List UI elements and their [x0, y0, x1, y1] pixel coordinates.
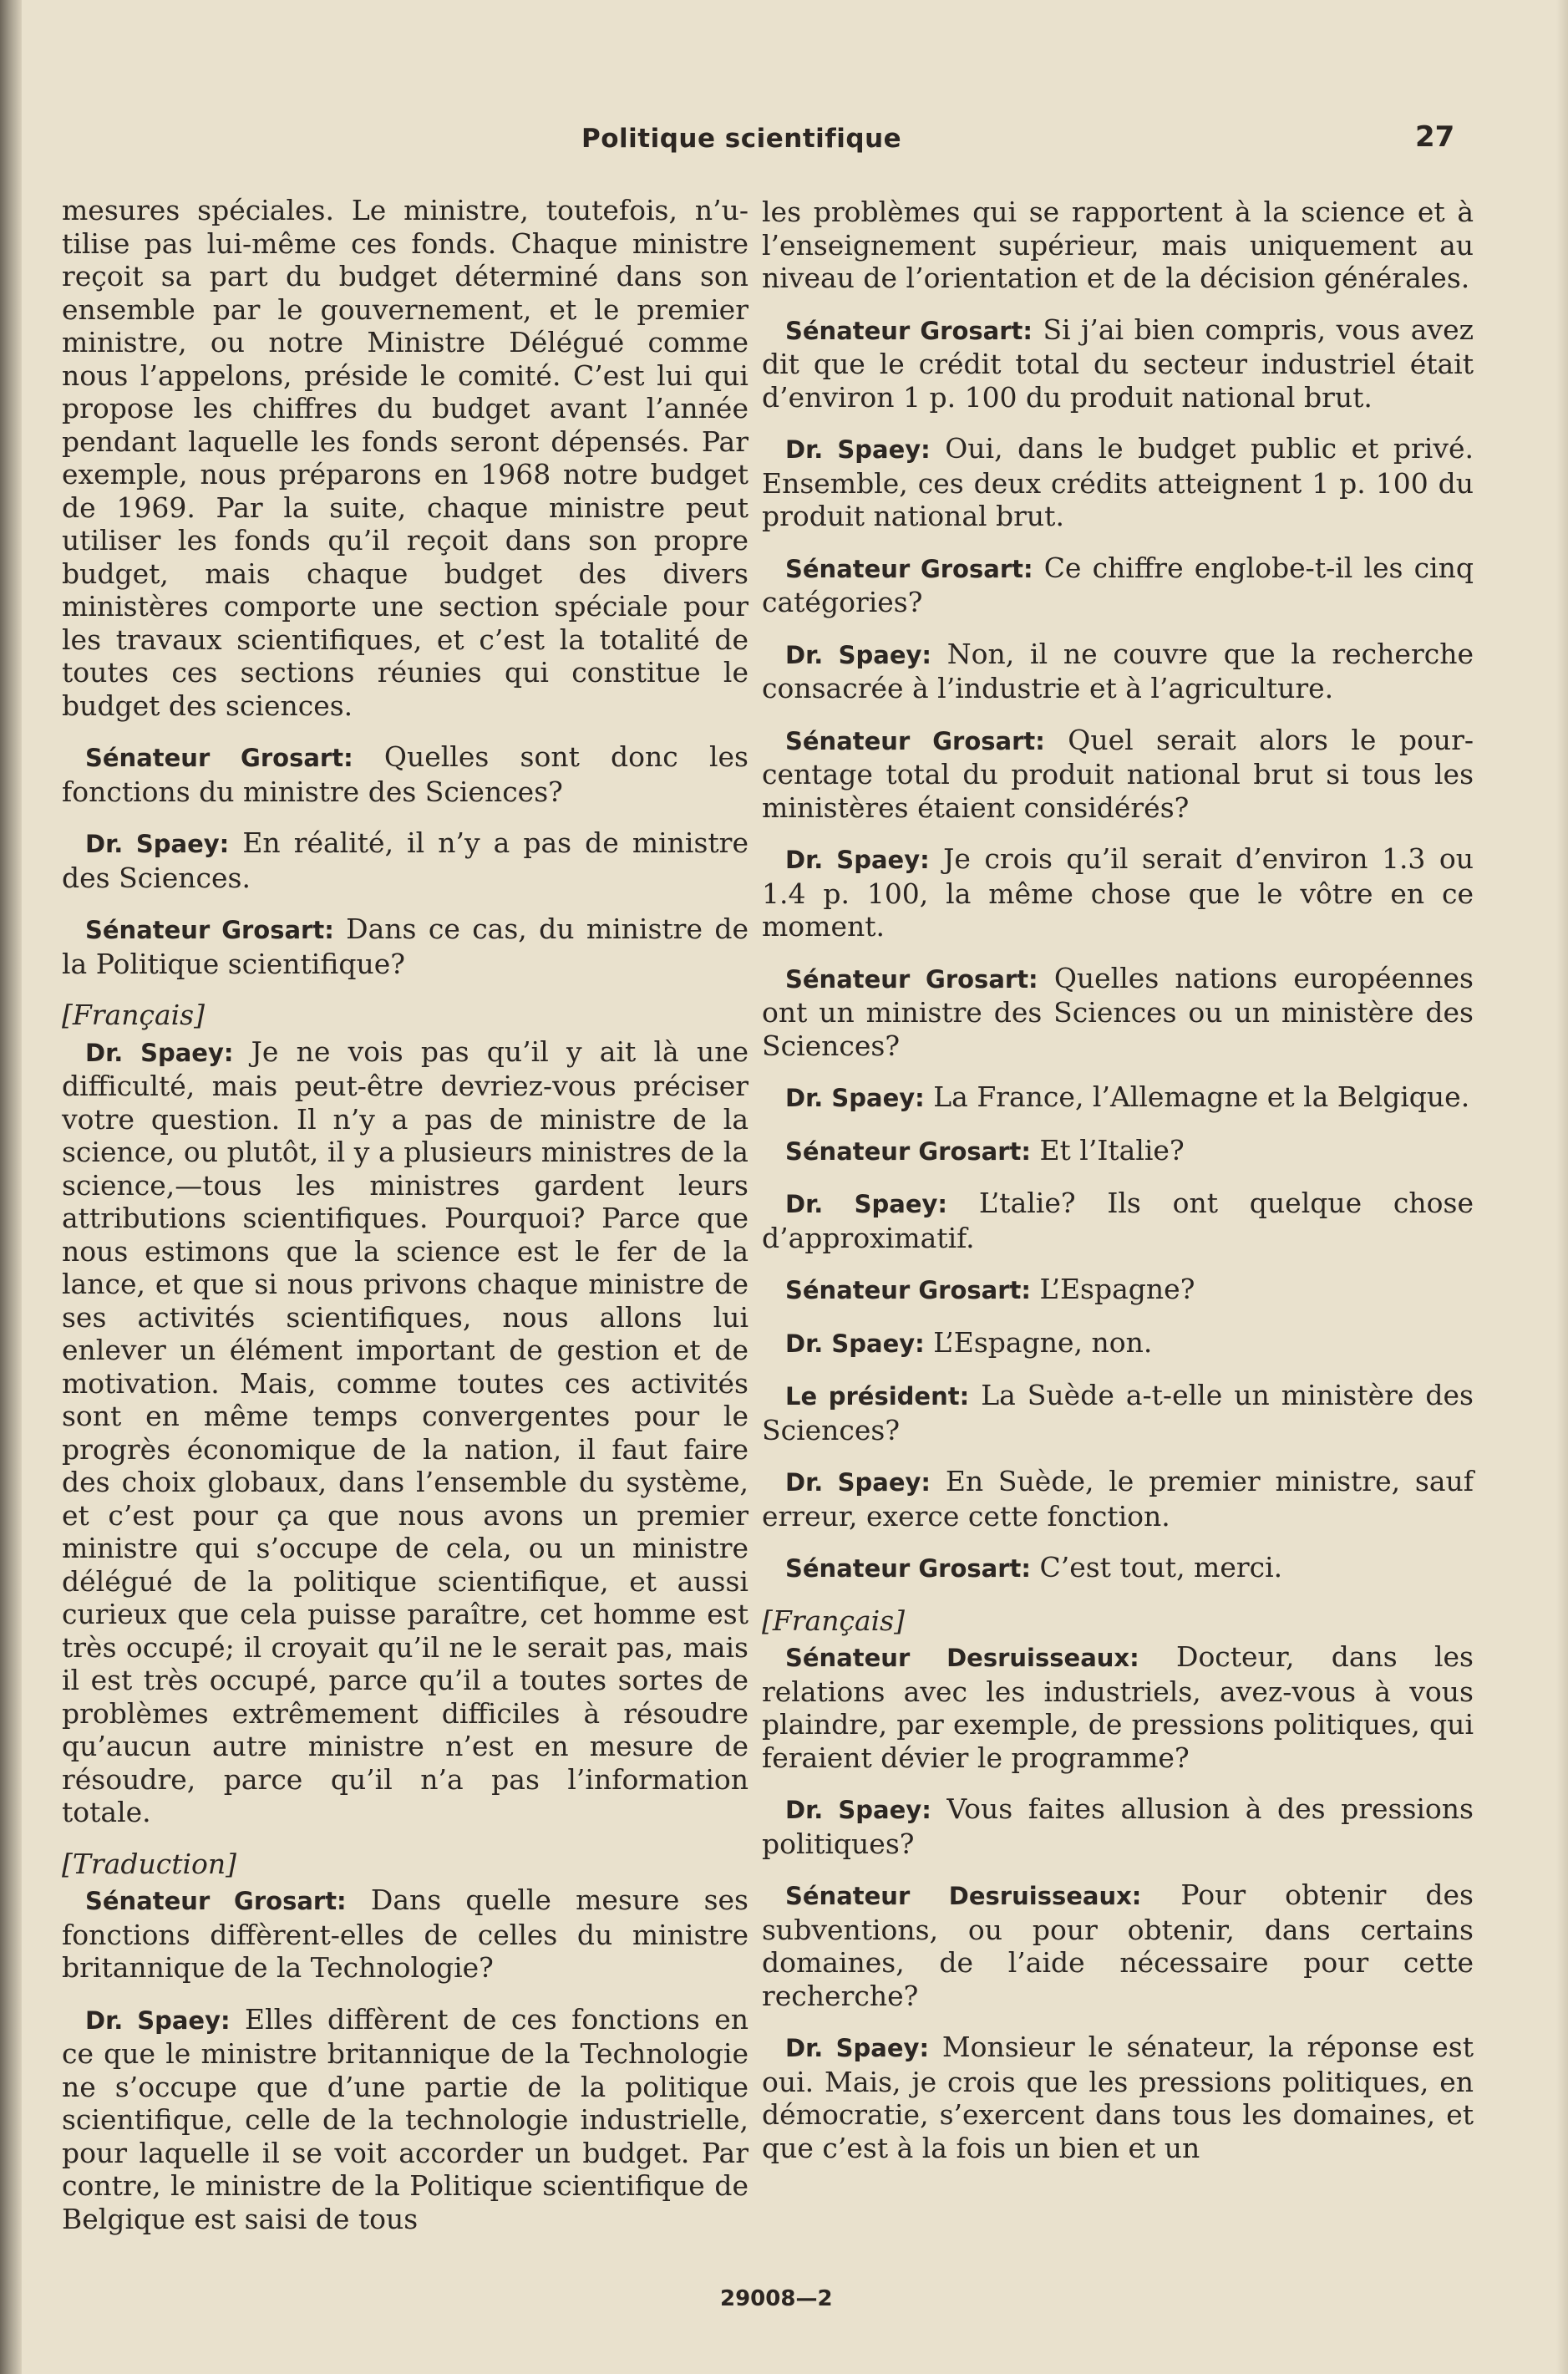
speaker-name: Sénateur Grosart:: [785, 554, 1033, 583]
language-marker: [Français]: [762, 1604, 905, 1637]
dialogue-paragraph: [762, 1326, 1474, 1361]
speaker-name: Dr. Spaey:: [785, 1796, 931, 1824]
language-marker: [Traduction]: [62, 1847, 237, 1880]
dialogue-paragraph: [762, 724, 1474, 825]
speaker-name: Dr. Spaey:: [785, 846, 930, 874]
paragraph-text: La France, l’Allemagne et la Belgique.: [933, 1080, 1470, 1113]
speaker-name: Dr. Spaey:: [785, 1468, 931, 1497]
speaker-name: Dr. Spaey:: [785, 640, 932, 669]
paragraph-text: les problèmes qui se rapportent à la science et à l’enseignement supérieur, mais uniquement au niveau de l’orientation et de la décision générales.: [762, 196, 1474, 294]
dialogue-paragraph: [62, 194, 748, 722]
dialogue-paragraph: [762, 842, 1474, 943]
dialogue-paragraph: [62, 1035, 748, 1829]
dialogue-paragraph: [762, 962, 1474, 1063]
dialogue-paragraph: [762, 196, 1474, 295]
running-title: Politique scientifique: [581, 124, 902, 154]
paragraph-text: mesures spéciales. Le ministre, toutefois, n’utilise pas lui-même ces fonds. Chaque ministre reçoit sa part du budget déterminé dans son ensemble par le gouvernement, et le premier ministre, ou notre Ministre Délégué comme nous l’appelons, préside le comité. C’est lui qui propose les chiffres du budget avant l’année pendant laquelle les fonds seront dépensés. Par exemple, nous préparons en 1968 notre budget de 1969. Par la suite, chaque ministre peut utiliser les fonds qu’il reçoit dans son propre budget, mais chaque budget des divers ministères comporte une section spéciale pour les travaux scientifiques, et c’est la totalité de toutes ces sections réunies qui constitue le budget des sciences.: [62, 194, 748, 722]
speaker-name: Dr. Spaey:: [85, 2005, 231, 2035]
dialogue-paragraph: [62, 2003, 748, 2236]
dialogue-paragraph: [762, 638, 1474, 705]
speaker-name: Sénateur Grosart:: [85, 1887, 347, 1915]
dialogue-paragraph: [762, 1187, 1474, 1254]
dialogue-paragraph: [62, 826, 748, 894]
dialogue-paragraph: [762, 313, 1474, 414]
page-edge: [1556, 0, 1568, 2374]
dialogue-paragraph: [762, 432, 1474, 533]
paragraph-text: En Suède, le premier ministre, sauf erreur, exerce cette fonction.: [762, 1465, 1474, 1533]
paragraph-text: Dans ce cas, du ministre de la Politique scientifique?: [62, 912, 748, 980]
paragraph-text: En réalité, il n’y a pas de ministre des Sciences.: [62, 826, 748, 894]
speaker-name: Dr. Spaey:: [85, 830, 230, 858]
dialogue-paragraph: [62, 912, 748, 980]
paragraph-text: L’Espagne, non.: [933, 1325, 1153, 1359]
speaker-name: Dr. Spaey:: [785, 435, 931, 464]
paragraph-text: Ce chiffre englobe-t-il les cinq catégories?: [762, 551, 1474, 618]
paragraph-text: Et l’Italie?: [1039, 1133, 1185, 1167]
speaker-name: Dr. Spaey:: [85, 1038, 234, 1067]
speaker-name: Le président:: [785, 1382, 970, 1411]
speaker-name: Sénateur Grosart:: [785, 1136, 1031, 1166]
dialogue-paragraph: [762, 1379, 1474, 1446]
speaker-name: Sénateur Grosart:: [785, 1276, 1031, 1304]
paragraph-text: L’talie? Ils ont quelque chose d’approximatif.: [762, 1187, 1474, 1254]
dialogue-paragraph: [762, 1465, 1474, 1533]
book-spine-shadow: [0, 0, 22, 2374]
paragraph-text: Docteur, dans les relations avec les industriels, avez-vous à vous plaindre, par exemple, de pressions politiques, qui feraient dévier le programme?: [762, 1640, 1474, 1774]
paragraph-text: Monsieur le sénateur, la réponse est oui. Mais, je crois que les pressions politiques, en démocratie, s’exercent dans tous les domaines, et que c’est à la fois un bien et un: [762, 2031, 1474, 2164]
speaker-name: Dr. Spaey:: [785, 1084, 925, 1112]
dialogue-paragraph: [762, 1551, 1474, 1586]
speaker-name: Dr. Spaey:: [785, 1329, 925, 1358]
speaker-name: Sénateur Grosart:: [785, 964, 1038, 994]
paragraph-text: Quelles sont donc les fonctions du ministre des Sciences?: [62, 740, 748, 808]
dialogue-paragraph: [762, 1878, 1474, 2012]
dialogue-paragraph: [762, 1792, 1474, 1860]
dialogue-paragraph: [762, 1640, 1474, 1774]
page-number: 27: [1415, 120, 1455, 154]
speaker-name: Sénateur Desruisseaux:: [785, 1882, 1142, 1910]
speaker-name: Sénateur Grosart:: [785, 316, 1033, 345]
speaker-name: Sénateur Grosart:: [85, 916, 334, 944]
dialogue-paragraph: [762, 2031, 1474, 2164]
dialogue-paragraph: [762, 1273, 1474, 1308]
speaker-name: Sénateur Grosart:: [785, 1554, 1031, 1583]
paragraph-text: C’est tout, merci.: [1039, 1551, 1283, 1584]
dialogue-paragraph: [762, 552, 1474, 619]
left-column: [62, 194, 748, 2254]
paragraph-text: Oui, dans le budget public et privé. Ensemble, ces deux crédits atteignent 1 p. 100 du produit national brut.: [762, 432, 1474, 532]
speaker-name: Sénateur Desruisseaux:: [785, 1644, 1139, 1672]
speaker-name: Sénateur Grosart:: [85, 744, 353, 772]
language-marker: [Français]: [62, 999, 205, 1031]
dialogue-paragraph: [62, 1883, 748, 1985]
dialogue-paragraph: [762, 1134, 1474, 1169]
paragraph-text: Quel serait alors le pourcentage total du produit national brut si tous les ministères étaient considérés?: [762, 723, 1474, 824]
paragraph-text: Quelles nations européennes ont un ministre des Sciences ou un ministère des Sciences?: [762, 961, 1474, 1062]
speaker-name: Dr. Spaey:: [785, 2034, 930, 2062]
paragraph-text: Si j’ai bien compris, vous avez dit que le crédit total du secteur industriel était d’environ 1 p. 100 du produit national brut.: [762, 313, 1474, 414]
paragraph-text: Non, il ne couvre que la recherche consacrée à l’industrie et à l’agriculture.: [762, 637, 1474, 704]
paragraph-text: Elles diffèrent de ces fonctions en ce que le ministre britannique de la Technologie ne s’occupe que d’une partie de la politique scientifique, celle de la technologie industrielle, pour laquelle il se voit accorder un budget. Par contre, le ministre de la Politique scientifique de Belgique est saisi de tous: [62, 2002, 748, 2235]
paragraph-text: Vous faites allusion à des pressions politiques?: [762, 1792, 1474, 1860]
printer-signature: 29008—2: [720, 2286, 833, 2311]
paragraph-text: Dans quelle mesure ses fonctions diffèrent-elles de celles du ministre britannique de la Technologie?: [62, 1883, 748, 1984]
paragraph-text: Pour obtenir des subventions, ou pour obtenir, dans certains domaines, de l’aide nécessaire pour cette recherche?: [762, 1878, 1474, 2012]
paragraph-text: La Suède a-t-elle un ministère des Sciences?: [762, 1379, 1474, 1446]
paragraph-text: L’Espagne?: [1039, 1273, 1195, 1305]
dialogue-paragraph: [62, 740, 748, 808]
speaker-name: Sénateur Grosart:: [785, 726, 1045, 755]
dialogue-paragraph: [762, 1080, 1474, 1116]
paragraph-text: Je crois qu’il serait d’environ 1.3 ou 1.4 p. 100, la même chose que le vôtre en ce moment.: [762, 842, 1474, 943]
right-column: [762, 196, 1474, 2183]
paragraph-text: Je ne vois pas qu’il y ait là une difficulté, mais peut-être devriez-vous préciser votre question. Il n’y a pas de ministre de la science, ou plutôt, il y a plusieurs ministres de la science,—tous les ministres gardent leurs attributions scientifiques. Pourquoi? Parce que nous estimons que la science est le fer de la lance, et que si nous privons chaque ministre de ses activités scientifiques, nous allons lui enlever un élément important de gestion et de motivation. Mais, comme toutes ces activités sont en même temps convergentes pour le progrès économique de la nation, il faut faire des choix globaux, dans l’ensemble du système, et c’est pour ça que nous avons un premier ministre qui s’occupe de cela, ou un ministre délégué de la politique scientifique, et aussi curieux que cela puisse paraître, cet homme est très occupé; il croyait qu’il ne le serait pas, mais il est très occupé, parce qu’il a toutes sortes de problèmes extrêmement difficiles à résoudre qu’aucun autre ministre n’est en mesure de résoudre, parce qu’il n’a pas l’information totale.: [62, 1034, 748, 1828]
speaker-name: Dr. Spaey:: [785, 1190, 948, 1218]
